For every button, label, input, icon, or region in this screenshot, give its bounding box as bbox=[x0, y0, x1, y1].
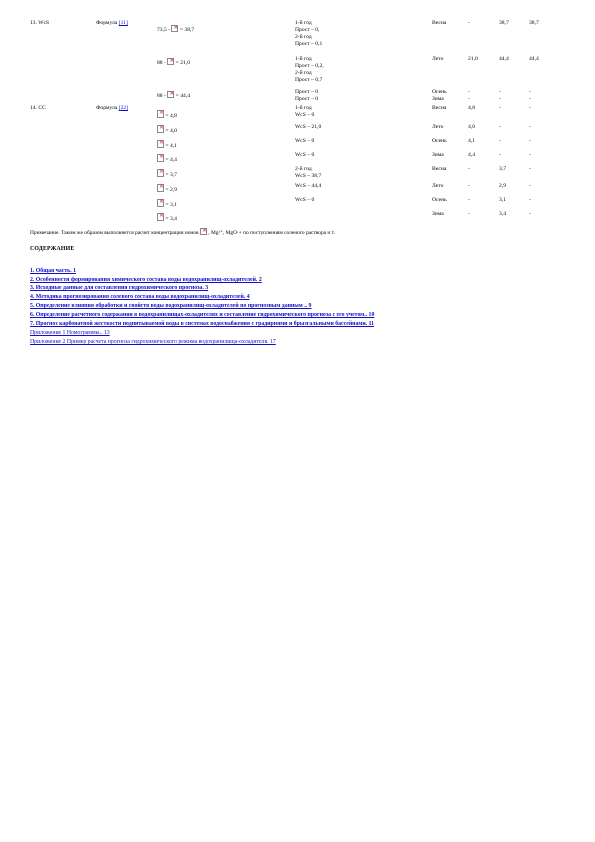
row-13-calc-2 bbox=[157, 58, 190, 67]
row-14-calc bbox=[157, 110, 177, 120]
row-14-conditions: WcS – 21,0 bbox=[295, 124, 322, 130]
row-14-conditions: WcS – 0 bbox=[295, 197, 315, 203]
toc-link[interactable]: 6. Определение расчетного содержания в водохранилищах-охладителях и составление гидрохимического прогноза с его учетом.. 10 bbox=[30, 312, 375, 318]
calc-result: = 21,0 bbox=[175, 60, 191, 66]
calc-result: = 3,1 bbox=[165, 202, 177, 208]
row-13-calc-1 bbox=[157, 25, 194, 34]
formula-label: Формула bbox=[96, 105, 118, 111]
row-14-calc bbox=[157, 125, 177, 135]
broken-image-icon bbox=[157, 213, 164, 221]
toc-link[interactable]: 1. Общая часть. 1 bbox=[30, 268, 77, 274]
formula-label: Формула bbox=[96, 20, 118, 26]
season-cell: Весна bbox=[432, 105, 447, 111]
row-14-formula-ref bbox=[96, 105, 128, 112]
calc-result: = 2,9 bbox=[165, 187, 177, 193]
broken-image-icon bbox=[157, 140, 164, 148]
value-cell: - bbox=[529, 183, 531, 189]
row-13-conditions-2: 1-й год Прост – 0,2, 2-й год Прост – 0,7 bbox=[295, 56, 324, 83]
value-cell: 38,7 bbox=[499, 20, 509, 26]
value-cell: - bbox=[468, 183, 470, 189]
row-14-number: 14. СС bbox=[30, 105, 46, 111]
broken-image-icon bbox=[157, 169, 164, 177]
value-cell: 4,0 bbox=[468, 124, 475, 130]
row-14-conditions: WcS – 44,4 bbox=[295, 183, 322, 189]
broken-image-icon bbox=[200, 228, 207, 235]
value-cell: - bbox=[529, 96, 531, 102]
toc-link[interactable]: 3. Исходные данные для составления гидрохимического прогноза. 3 bbox=[30, 285, 209, 291]
row-14-calc bbox=[157, 213, 177, 223]
calc-prefix: 88 - bbox=[157, 93, 166, 99]
toc-link[interactable]: Приложение 1 Номограммы.. 13 bbox=[30, 330, 110, 336]
row-13-conditions-3: Прост – 0 Прост – 0 bbox=[295, 89, 319, 102]
season-cell: Зима bbox=[432, 211, 444, 217]
broken-image-icon bbox=[157, 184, 164, 192]
calc-result: = 3,7 bbox=[165, 172, 177, 178]
row-13-conditions-1: 1-й год Прост – 0, 2-й год Прост – 0,1 bbox=[295, 20, 323, 47]
value-cell: 4,4 bbox=[468, 152, 475, 158]
value-cell: 3,1 bbox=[499, 197, 506, 203]
season-cell: Зима bbox=[432, 96, 444, 102]
value-cell: - bbox=[529, 211, 531, 217]
season-cell: Весна bbox=[432, 166, 447, 172]
value-cell: - bbox=[529, 197, 531, 203]
toc-link[interactable]: Приложение 2 Пример расчета прогноза гидрохимического режима водохранилища-охладителя. 17 bbox=[30, 339, 276, 345]
value-cell: - bbox=[468, 166, 470, 172]
formula-link[interactable]: [22] bbox=[118, 105, 129, 111]
calc-prefix: 73,5 - bbox=[157, 27, 171, 33]
toc-link[interactable]: 4. Методика прогнозирования солевого состава воды водохранилищ-охладителей. 4 bbox=[30, 294, 250, 300]
season-cell: Лето bbox=[432, 183, 444, 189]
value-cell: 44,4 bbox=[499, 56, 509, 62]
value-cell: - bbox=[499, 124, 501, 130]
value-cell: - bbox=[529, 124, 531, 130]
value-cell: 4,8 bbox=[468, 105, 475, 111]
value-cell: - bbox=[529, 166, 531, 172]
toc-heading: СОДЕРЖАНИЕ bbox=[30, 246, 75, 252]
season-cell: Осень bbox=[432, 89, 447, 95]
value-cell: - bbox=[499, 152, 501, 158]
row-14-conditions: WcS – 0 bbox=[295, 138, 315, 144]
broken-image-icon bbox=[157, 199, 164, 207]
season-cell: Зима bbox=[432, 152, 444, 158]
season-cell: Осень bbox=[432, 138, 447, 144]
value-cell: 21,0 bbox=[468, 56, 478, 62]
season-cell: Весна bbox=[432, 20, 447, 26]
note-text-start: Примечание. Таким же образом выполняется расчет концентрации ионов bbox=[30, 230, 199, 236]
value-cell: - bbox=[529, 89, 531, 95]
value-cell: - bbox=[529, 138, 531, 144]
row-14-calc bbox=[157, 140, 177, 150]
formula-link[interactable]: [11] bbox=[118, 20, 128, 26]
value-cell: 3,7 bbox=[499, 166, 506, 172]
toc-link[interactable]: 2. Особенности формирования химического состава воды водохранилищ-охладителей. 2 bbox=[30, 277, 262, 283]
row-13-number: 13. WcS bbox=[30, 20, 50, 26]
value-cell: 2,9 bbox=[499, 183, 506, 189]
calc-result: = 4,4 bbox=[165, 157, 177, 163]
toc-link[interactable]: 7. Прогноз карбонатной жесткости подпитываемой воды в системах водоснабжения с градирнями и брызгальными бассейнами. 11 bbox=[30, 321, 375, 327]
value-cell: - bbox=[468, 89, 470, 95]
value-cell: - bbox=[499, 89, 501, 95]
row-14-conditions: 2-й год WcS – 38,7 bbox=[295, 166, 322, 179]
season-cell: Лето bbox=[432, 124, 444, 130]
value-cell: - bbox=[468, 197, 470, 203]
value-cell: - bbox=[468, 20, 470, 26]
row-13-calc-3 bbox=[157, 91, 190, 100]
note-text-end: , Mg²⁺, MgO·+ по поступлениям соленого раствора и т. bbox=[208, 230, 335, 236]
value-cell: - bbox=[468, 211, 470, 217]
value-cell: - bbox=[529, 152, 531, 158]
calc-result: = 4,0 bbox=[165, 128, 177, 134]
row-14-calc bbox=[157, 169, 177, 179]
table-note bbox=[30, 228, 335, 237]
broken-image-icon bbox=[157, 154, 164, 162]
value-cell: 44,4 bbox=[529, 56, 539, 62]
row-14-calc bbox=[157, 154, 177, 164]
broken-image-icon bbox=[167, 58, 174, 65]
row-13-formula-ref bbox=[96, 20, 128, 27]
calc-result: = 4,1 bbox=[165, 143, 177, 149]
row-14-calc bbox=[157, 199, 177, 209]
calc-prefix: 88 - bbox=[157, 60, 166, 66]
value-cell: - bbox=[499, 105, 501, 111]
value-cell: - bbox=[499, 138, 501, 144]
season-cell: Лето bbox=[432, 56, 444, 62]
broken-image-icon bbox=[157, 110, 164, 118]
calc-result: = 4,8 bbox=[165, 113, 177, 119]
row-14-conditions: 1-й год WcS – 0 bbox=[295, 105, 315, 118]
broken-image-icon bbox=[167, 91, 174, 98]
value-cell: 38,7 bbox=[529, 20, 539, 26]
season-cell: Осень bbox=[432, 197, 447, 203]
calc-result: = 3,4 bbox=[165, 216, 177, 222]
row-14-calc bbox=[157, 184, 177, 194]
broken-image-icon bbox=[171, 25, 178, 32]
calc-result: = 38,7 bbox=[179, 27, 195, 33]
calc-result: = 44,4 bbox=[175, 93, 191, 99]
value-cell: - bbox=[499, 96, 501, 102]
value-cell: 3,4 bbox=[499, 211, 506, 217]
toc-link[interactable]: 5. Определение влияния обработки и свойств воды водохранилищ-охладителей по прогнозным данным .. 9 bbox=[30, 303, 312, 309]
row-14-conditions: WcS – 0 bbox=[295, 152, 315, 158]
value-cell: 4,1 bbox=[468, 138, 475, 144]
value-cell: - bbox=[529, 105, 531, 111]
value-cell: - bbox=[468, 96, 470, 102]
broken-image-icon bbox=[157, 125, 164, 133]
